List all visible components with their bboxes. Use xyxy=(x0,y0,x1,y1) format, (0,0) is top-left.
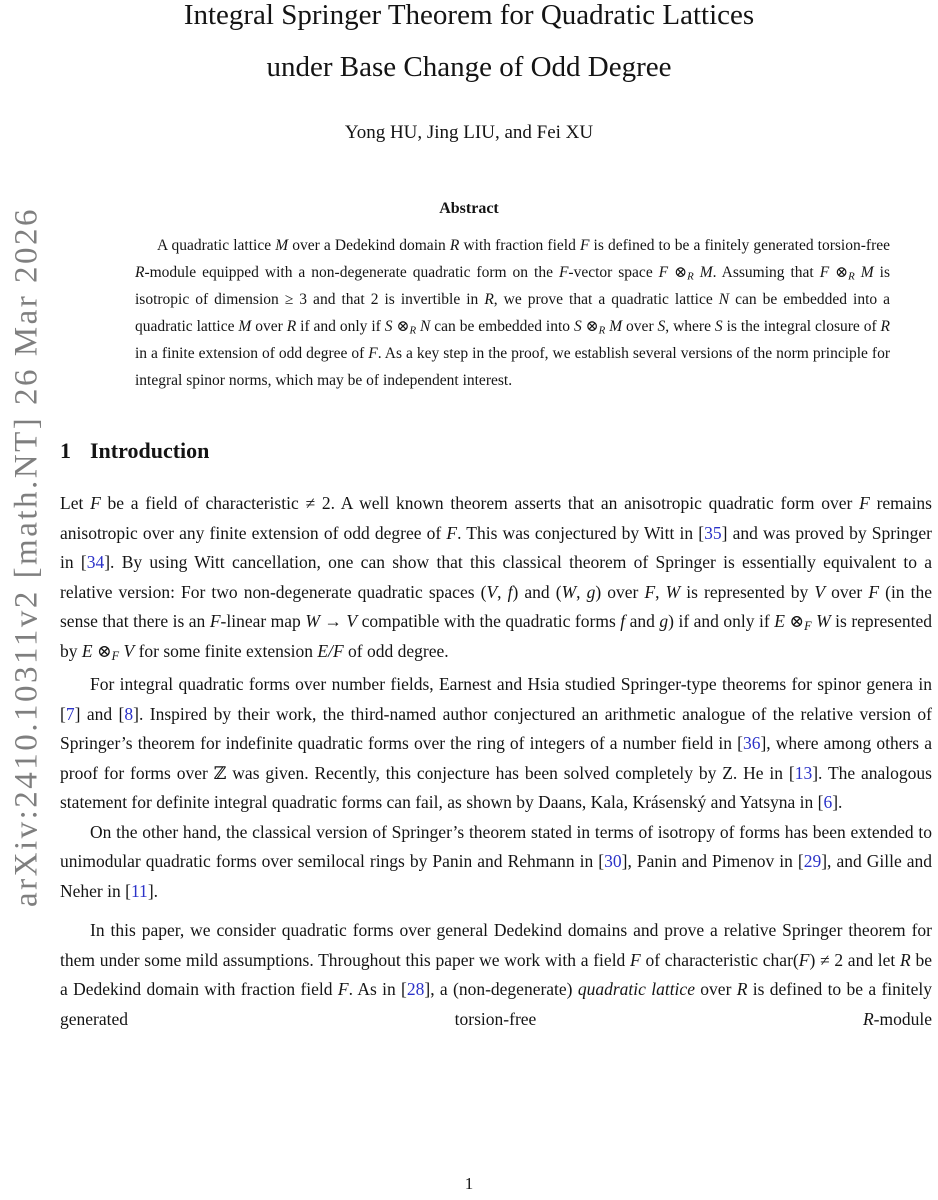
text-segment: and xyxy=(625,611,660,631)
text-segment: compatible with the quadratic forms xyxy=(357,611,621,631)
text-segment: F xyxy=(798,949,810,970)
text-segment: for some finite extension xyxy=(134,640,318,661)
text-segment: R xyxy=(449,237,460,254)
text-segment: M xyxy=(609,318,623,335)
text-segment: -module equipped with a non-degenerate quadratic form on the xyxy=(144,264,559,281)
text-segment: R xyxy=(848,270,855,283)
text-segment: W xyxy=(561,581,577,602)
text-segment: f xyxy=(620,611,626,631)
text-segment: N xyxy=(718,291,730,308)
text-segment: ]. The analogous statement for definite integral quadratic forms can fail, as shown by Daans, Kala, Krásenský and Yatsyna in [ xyxy=(60,762,932,812)
text-segment: , we prove that a quadratic lattice xyxy=(493,291,719,308)
text-segment: -vector space xyxy=(568,264,659,281)
text-segment: ], Panin and Pimenov in [ xyxy=(621,851,804,871)
text-segment: ⊗ xyxy=(668,264,688,281)
text-segment: g xyxy=(659,611,669,631)
section-number: 1 xyxy=(60,438,71,463)
text-segment: ]. xyxy=(832,792,843,812)
paper-title-line2: under Base Change of Odd Degree xyxy=(266,51,672,83)
text-segment: over xyxy=(825,581,869,602)
text-segment: is defined to be a finitely generated torsion-free xyxy=(60,979,932,1029)
text-segment: F xyxy=(111,648,120,663)
text-segment: quadratic lattice xyxy=(577,979,695,999)
section-title: Introduction xyxy=(90,438,210,463)
text-segment: ] and [ xyxy=(74,703,125,724)
citation-link[interactable]: 30 xyxy=(604,851,622,871)
text-segment: V xyxy=(814,581,826,602)
text-segment: remains anisotropic over any finite extension of odd degree of xyxy=(60,493,932,543)
text-segment: over xyxy=(694,979,737,999)
text-segment: V xyxy=(486,581,498,602)
text-segment: N xyxy=(420,318,431,335)
text-segment: ⊗ xyxy=(581,318,599,335)
text-segment: over xyxy=(622,318,658,335)
text-segment: In this paper, we consider quadratic forms over general Dedekind domains and prove a relative Springer theorem for them under some mild assumptions. Throughout this paper we work with a field xyxy=(60,920,932,970)
text-segment: ⊗ xyxy=(92,640,112,661)
intro-paragraph-3 xyxy=(60,818,932,907)
text-segment: is the integral closure of xyxy=(722,318,881,335)
text-segment: in a finite extension of odd degree of xyxy=(135,345,369,362)
citation-link[interactable]: 11 xyxy=(130,880,148,901)
text-segment: can be embedded into a quadratic lattice xyxy=(135,291,891,335)
text-segment: F xyxy=(337,979,349,999)
text-segment: R xyxy=(135,264,145,281)
text-segment: E/F xyxy=(317,640,344,661)
text-segment: → xyxy=(319,611,347,631)
arxiv-watermark: arXiv:2410.10311v2 [math.NT] 26 Mar 2026 xyxy=(8,206,45,908)
text-segment: is defined to be a finitely generated torsion-free xyxy=(589,237,890,254)
citation-link[interactable]: 34 xyxy=(86,552,105,572)
text-segment: is isotropic of dimension ≥ 3 and that 2 is invertible in xyxy=(135,264,891,308)
text-segment: f xyxy=(507,581,513,602)
text-segment: F xyxy=(209,611,221,631)
text-segment: R xyxy=(862,1008,874,1029)
citation-link[interactable]: 6 xyxy=(823,792,833,812)
paper-title-line1: Integral Springer Theorem for Quadratic Lattices xyxy=(183,0,755,31)
text-segment: -module xyxy=(873,1008,932,1029)
text-segment: of characteristic char( xyxy=(640,949,799,970)
page-number: 1 xyxy=(464,1174,474,1193)
citation-link[interactable]: 29 xyxy=(803,851,822,871)
text-segment: is represented by xyxy=(60,611,932,661)
text-segment: W xyxy=(305,611,320,631)
text-segment: ], where among others a proof for forms over ℤ was given. Recently, this conjecture has been solved completely by Z. He in [ xyxy=(60,733,932,783)
text-segment: is represented by xyxy=(680,581,815,602)
text-segment: S xyxy=(714,318,723,335)
text-segment: , xyxy=(497,581,508,602)
text-segment: S xyxy=(657,318,666,335)
text-segment: can be embedded into xyxy=(430,318,574,335)
text-segment: R xyxy=(900,949,911,970)
text-segment: F xyxy=(368,345,378,362)
text-segment: ⊗ xyxy=(392,318,410,335)
text-segment: On the other hand, the classical version of Springer’s theorem stated in terms of isotropy of forms has been extended to unimodular quadratic forms over semilocal rings by Panin and Rehmann in [ xyxy=(60,821,932,871)
text-segment: be a field of characteristic ≠ 2. A well known theorem asserts that an anisotropic quadratic form over xyxy=(100,493,860,513)
intro-paragraph-1 xyxy=(60,489,932,666)
text-segment: , where xyxy=(665,318,715,335)
text-segment: F xyxy=(868,581,880,602)
text-segment: . Assuming that xyxy=(712,264,820,281)
citation-link[interactable]: 13 xyxy=(794,762,813,783)
text-segment: over a Dedekind domain xyxy=(288,237,450,254)
text-segment: (in the sense that there is an xyxy=(60,581,933,631)
text-segment: R xyxy=(880,318,891,335)
text-segment: ]. Inspired by their work, the third-named author conjectured an arithmetic analogue of the relative version of Springer’s theorem for indefinite quadratic forms over the ring of integers of a number field in [ xyxy=(60,703,932,753)
text-segment: F xyxy=(579,237,590,254)
abstract-heading: Abstract xyxy=(439,200,499,217)
text-segment: F xyxy=(644,581,656,602)
text-segment: W xyxy=(816,611,831,631)
text-segment: M xyxy=(238,318,252,335)
text-segment: R xyxy=(736,979,748,999)
text-segment: R xyxy=(286,318,297,335)
text-segment: ⊗ xyxy=(784,611,805,631)
section-heading-introduction xyxy=(60,436,932,466)
text-segment: be a Dedekind domain with fraction field xyxy=(60,949,932,999)
text-segment: F xyxy=(819,264,830,281)
text-segment: M xyxy=(860,264,874,281)
text-segment: ]. By using Witt cancellation, one can show that this classical theorem of Springer is essentially equivalent to a relative version: For two non-degenerate quadratic spaces ( xyxy=(60,552,932,602)
text-segment: R xyxy=(687,270,694,283)
text-segment: ], a (non-degenerate) xyxy=(424,979,578,999)
text-segment: . As a key step in the proof, we establish several versions of the norm principle for integral spinor norms, which may be of independent interest. xyxy=(135,345,890,389)
text-segment: R xyxy=(409,324,417,337)
text-segment: . This was conjectured by Witt in [ xyxy=(457,522,705,543)
text-segment: ], and Gille and Neher in [ xyxy=(60,851,933,901)
text-segment: , xyxy=(655,581,666,602)
text-segment: -linear map xyxy=(220,611,306,631)
text-segment: V xyxy=(346,611,358,631)
abstract-text xyxy=(135,232,890,394)
text-segment: A quadratic lattice xyxy=(157,237,276,254)
citation-link[interactable]: 36 xyxy=(742,733,761,753)
text-segment: ⊗ xyxy=(829,264,849,281)
citation-link[interactable]: 8 xyxy=(124,703,134,724)
text-segment: M xyxy=(275,237,289,254)
text-segment: F xyxy=(90,493,101,513)
text-segment: Let xyxy=(60,493,91,513)
text-segment: over xyxy=(251,318,287,335)
text-segment: g xyxy=(586,581,596,602)
paper-authors: Yong HU, Jing LIU, and Fei XU xyxy=(344,122,594,143)
text-segment: if and only if xyxy=(296,318,385,335)
text-segment: E xyxy=(774,611,785,631)
text-segment: ) over xyxy=(595,581,645,602)
text-segment: R xyxy=(598,324,606,337)
text-segment: ]. xyxy=(147,880,159,901)
text-segment: F xyxy=(558,264,569,281)
text-segment: ) and ( xyxy=(512,581,562,602)
text-segment: S xyxy=(573,318,582,335)
citation-link[interactable]: 28 xyxy=(406,979,425,999)
intro-paragraph-4 xyxy=(60,916,932,1034)
text-segment: M xyxy=(699,264,713,281)
paper-title xyxy=(0,0,938,93)
text-segment: of odd degree. xyxy=(343,640,449,661)
text-segment: W xyxy=(665,581,681,602)
text-segment: R xyxy=(484,291,494,308)
text-segment: . As in [ xyxy=(348,979,407,999)
text-segment: , xyxy=(576,581,587,602)
text-segment: ] and was proved by Springer in [ xyxy=(60,522,932,572)
text-segment: E xyxy=(81,640,93,661)
text-segment: S xyxy=(384,318,393,335)
text-segment: For integral quadratic forms over number fields, Earnest and Hsia studied Springer-type theorems for spinor genera in [ xyxy=(60,674,932,724)
text-segment: ) if and only if xyxy=(668,611,775,631)
text-segment: F xyxy=(859,493,870,513)
text-segment: F xyxy=(446,522,458,543)
text-segment: F xyxy=(658,264,669,281)
text-segment: F xyxy=(630,949,641,970)
citation-link[interactable]: 7 xyxy=(65,703,75,724)
text-segment: V xyxy=(123,640,135,661)
citation-link[interactable]: 35 xyxy=(704,522,722,543)
intro-paragraph-2 xyxy=(60,670,932,818)
text-segment: with fraction field xyxy=(459,237,580,254)
text-segment: ) ≠ 2 and let xyxy=(809,949,901,970)
text-segment: F xyxy=(804,619,812,634)
